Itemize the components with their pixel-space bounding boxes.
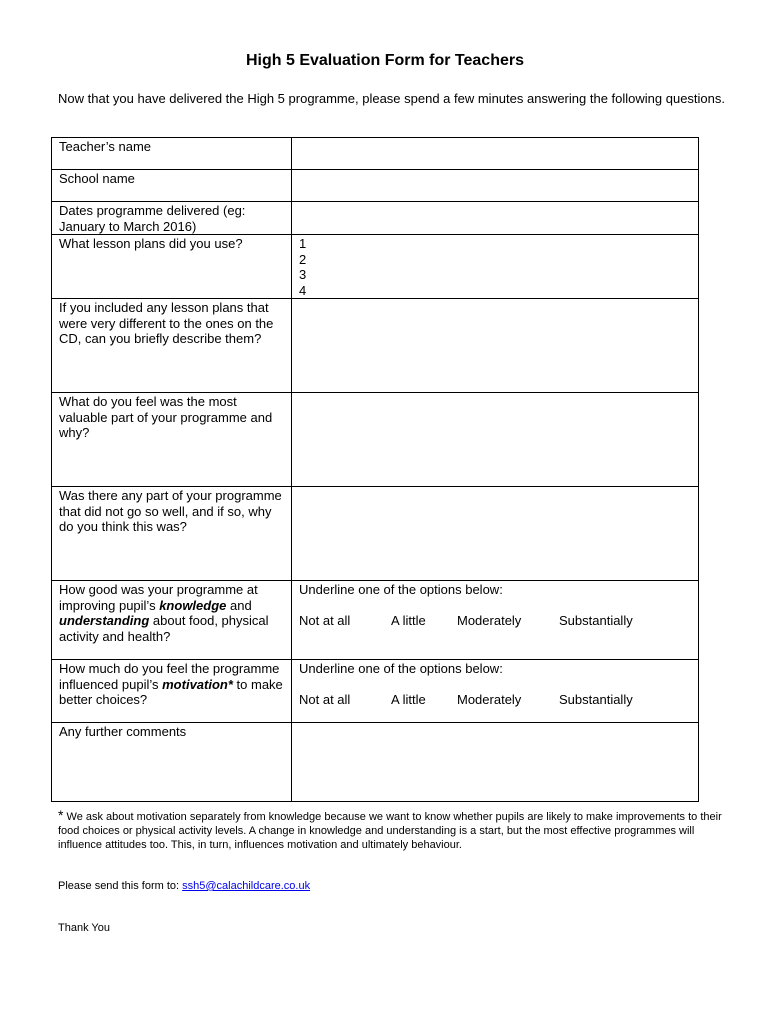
- underline-instruction: Underline one of the options below:: [299, 582, 503, 597]
- dates-delivered-field[interactable]: [292, 202, 699, 235]
- underline-instruction: Underline one of the options below:: [299, 661, 503, 676]
- table-row: [52, 170, 699, 202]
- lesson-plans-field[interactable]: [292, 235, 699, 299]
- email-link[interactable]: ssh5@calachildcare.co.uk: [182, 880, 311, 892]
- intro-text: Now that you have delivered the High 5 programme, please spend a few minutes answering the following questions.: [58, 91, 725, 106]
- footnote-text: We ask about motivation separately from knowledge because we want to know whether pupils are likely to make improvements to their food choices or physical activity levels. A change in knowledge and understanding is a start, but the most effective programmes will influence attitudes too. This, in turn, influences motivation and ultimately behaviour.: [58, 811, 722, 851]
- teacher-name-field[interactable]: [292, 138, 699, 170]
- school-name-field[interactable]: [292, 170, 699, 202]
- table-row: [52, 138, 699, 170]
- table-row: [52, 581, 699, 660]
- school-name-label: School name: [52, 170, 292, 202]
- send-instruction: [58, 880, 310, 892]
- thank-you-text: Thank You: [58, 922, 110, 934]
- teacher-name-label: Teacher’s name: [52, 138, 292, 170]
- table-row: [52, 299, 699, 393]
- option-not-at-all[interactable]: Not at all: [299, 612, 351, 628]
- lesson-plan-number: 2: [299, 251, 307, 267]
- footnote-asterisk: *: [58, 807, 64, 823]
- lesson-plan-number: 3: [299, 267, 307, 282]
- table-row: [52, 660, 699, 723]
- different-plans-label: If you included any lesson plans that were very different to the ones on the CD, can you briefly describe them?: [52, 299, 292, 393]
- knowledge-options: [299, 613, 692, 629]
- knowledge-question: How good was your programme at improving pupil’s knowledge and understanding about food, physical activity and health?: [52, 581, 292, 660]
- table-row: [52, 235, 699, 299]
- lesson-plan-number: 4: [299, 282, 307, 298]
- further-comments-field[interactable]: [292, 723, 699, 802]
- lesson-plans-label: What lesson plans did you use?: [52, 235, 292, 299]
- option-substantially[interactable]: Substantially: [559, 691, 633, 707]
- lesson-plan-number: 1: [299, 236, 307, 251]
- different-plans-field[interactable]: [292, 299, 699, 393]
- further-comments-label: Any further comments: [52, 723, 292, 802]
- send-label: Please send this form to:: [58, 880, 183, 892]
- option-moderately[interactable]: Moderately: [457, 691, 522, 707]
- knowledge-answer: [292, 581, 699, 660]
- option-not-at-all[interactable]: Not at all: [299, 691, 351, 707]
- table-row: [52, 487, 699, 581]
- table-row: [52, 202, 699, 235]
- not-well-label: Was there any part of your programme that did not go so well, and if so, why do you think this was?: [52, 487, 292, 581]
- footnote: [58, 808, 728, 852]
- option-moderately[interactable]: Moderately: [457, 612, 522, 628]
- option-substantially[interactable]: Substantially: [559, 612, 633, 628]
- valuable-part-label: What do you feel was the most valuable part of your programme and why?: [52, 393, 292, 487]
- motivation-question: How much do you feel the programme influenced pupil’s motivation* to make better choices?: [52, 660, 292, 723]
- table-row: [52, 723, 699, 802]
- form-title: High 5 Evaluation Form for Teachers: [246, 52, 524, 69]
- valuable-part-field[interactable]: [292, 393, 699, 487]
- not-well-field[interactable]: [292, 487, 699, 581]
- option-a-little[interactable]: A little: [391, 612, 426, 628]
- motivation-answer: [292, 660, 699, 723]
- lesson-plan-number-list: [299, 236, 692, 298]
- motivation-options: [299, 692, 692, 708]
- dates-delivered-label: Dates programme delivered (eg: January to March 2016): [52, 202, 292, 235]
- table-row: [52, 393, 699, 487]
- option-a-little[interactable]: A little: [391, 691, 426, 707]
- evaluation-form-table: [51, 137, 699, 802]
